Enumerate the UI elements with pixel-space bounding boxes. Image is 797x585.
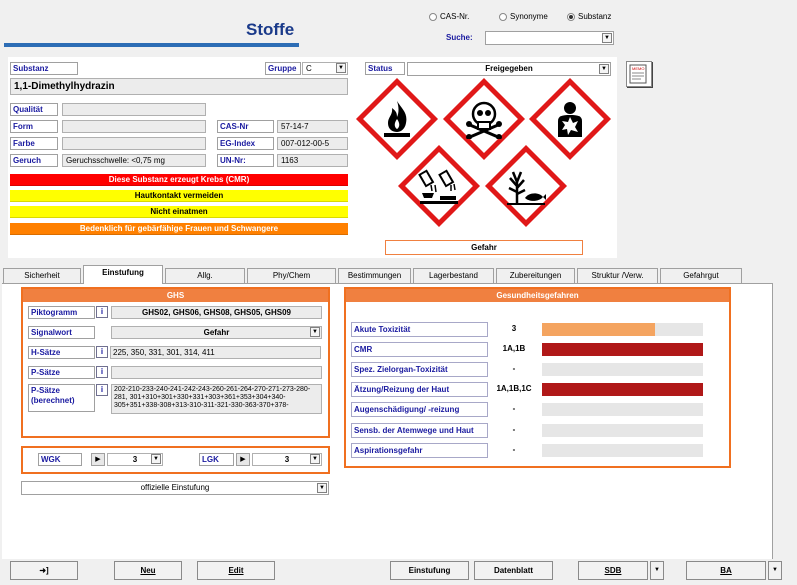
health-row-value: 1A,1B	[502, 344, 526, 353]
health-row-label: Augenschädigung/ -reizung	[351, 402, 488, 417]
wgk-label: WGK	[38, 453, 82, 466]
p-saetze-berechnet-info-button[interactable]: i	[96, 384, 108, 396]
health-row-value: 3	[511, 324, 517, 333]
einstufung-select[interactable]: offizielle Einstufung ▼	[21, 481, 329, 495]
eg-index-field[interactable]: 007-012-00-5	[277, 137, 348, 150]
substance-label: Substanz	[10, 62, 78, 75]
health-row-label: Aspirationsgefahr	[351, 443, 488, 458]
qualitaet-label: Qualität	[10, 103, 58, 116]
gesundheit-box	[344, 287, 731, 468]
corrosion-icon	[418, 166, 460, 206]
p-saetze-info-button[interactable]: i	[96, 366, 108, 378]
un-field[interactable]: 1163	[277, 154, 348, 167]
signalwort-select[interactable]: Gefahr ▼	[111, 326, 322, 339]
sdb-button[interactable]: SDB	[578, 561, 648, 580]
h-saetze-info-button[interactable]: i	[96, 346, 108, 358]
search-option-substanz[interactable]: Substanz	[567, 12, 611, 21]
wgk-play-button[interactable]: ▶	[91, 453, 105, 466]
wgk-select[interactable]: 3 ▼	[107, 453, 163, 466]
lgk-select[interactable]: 3 ▼	[252, 453, 322, 466]
health-row-bar	[542, 323, 703, 336]
search-label: Suche:	[446, 33, 473, 42]
tab-lagerbestand[interactable]: Lagerbestand	[413, 268, 494, 283]
environment-icon	[505, 166, 547, 206]
ba-dropdown-button[interactable]: ▼	[768, 561, 782, 580]
search-option-synonyme[interactable]: Synonyme	[499, 12, 548, 21]
health-row-label: Akute Toxizität	[351, 322, 488, 337]
health-row-bar	[542, 383, 703, 396]
health-row-value: -	[512, 425, 516, 434]
tab-gefahrgut[interactable]: Gefahrgut	[660, 268, 742, 283]
hazard-bar-cmr: Diese Substanz erzeugt Krebs (CMR)	[10, 174, 348, 186]
un-label: UN-Nr:	[217, 154, 274, 167]
health-row-bar	[542, 424, 703, 437]
tab-allg[interactable]: Allg.	[165, 268, 245, 283]
exit-button[interactable]	[10, 561, 78, 580]
qualitaet-field[interactable]	[62, 103, 206, 116]
form-field[interactable]	[62, 120, 206, 133]
group-select[interactable]: C ▼	[302, 62, 348, 75]
svg-text:MEMO: MEMO	[632, 66, 645, 71]
hazard-bar-schwangere: Bedenklich für gebärfähige Frauen und Schwangere	[10, 223, 348, 235]
cas-field[interactable]: 57-14-7	[277, 120, 348, 133]
exit-icon: ➜]	[39, 566, 49, 575]
p-saetze-field[interactable]	[111, 366, 322, 379]
piktogramm-field[interactable]: GHS02, GHS06, GHS08, GHS05, GHS09	[111, 306, 322, 319]
chevron-down-icon[interactable]: ▼	[310, 454, 320, 464]
geruch-field[interactable]: Geruchsschwelle: <0,75 mg	[62, 154, 206, 167]
status-select[interactable]: Freigegeben ▼	[407, 62, 611, 76]
substance-name-field[interactable]: 1,1-Dimethylhydrazin	[10, 78, 348, 95]
page-title: Stoffe	[246, 20, 295, 39]
health-row-bar	[542, 444, 703, 457]
hazard-bar-hautkontakt: Hautkontakt vermeiden	[10, 190, 348, 202]
edit-button[interactable]: Edit	[197, 561, 275, 580]
health-row-value: -	[512, 364, 516, 373]
lgk-play-button[interactable]: ▶	[236, 453, 250, 466]
hazard-bar-einatmen: Nicht einatmen	[10, 206, 348, 218]
chevron-down-icon[interactable]: ▼	[151, 454, 161, 464]
geruch-label: Geruch	[10, 154, 58, 167]
health-row-bar-fill	[542, 383, 703, 396]
health-row-label: Sensb. der Atemwege und Haut	[351, 423, 488, 438]
group-label: Gruppe	[265, 62, 301, 75]
health-row-value: -	[512, 404, 516, 413]
health-row-bar	[542, 403, 703, 416]
h-saetze-label: H-Sätze	[28, 346, 95, 359]
radio-icon	[499, 13, 507, 21]
lgk-label: LGK	[199, 453, 234, 466]
tab-zubereitungen[interactable]: Zubereitungen	[496, 268, 575, 283]
tab-phy-chem[interactable]: Phy/Chem	[247, 268, 336, 283]
form-label: Form	[10, 120, 58, 133]
signal-word-display: Gefahr	[385, 240, 583, 255]
memo-icon[interactable]	[626, 61, 652, 87]
chevron-down-icon[interactable]: ▼	[310, 327, 320, 337]
piktogramm-info-button[interactable]: i	[96, 306, 108, 318]
skull-icon	[464, 99, 504, 139]
health-row-bar-fill	[542, 323, 655, 336]
datenblatt-button[interactable]: Datenblatt	[474, 561, 553, 580]
farbe-label: Farbe	[10, 137, 58, 150]
ba-button[interactable]: BA	[686, 561, 766, 580]
tab-struktur-verw[interactable]: Struktur /Verw.	[577, 268, 658, 283]
health-row-value: 1A,1B,1C	[496, 384, 532, 393]
health-row-label: Spez. Zielorgan-Toxizität	[351, 362, 488, 377]
p-saetze-label: P-Sätze	[28, 366, 95, 379]
p-saetze-berechnet-label: P-Sätze (berechnet)	[28, 384, 95, 412]
p-saetze-berechnet-field[interactable]: 202-210-233-240-241-242-243-260-261-264-270-271-273-280-281, 301+310+301+330+331+303+361+353+304+340-305+351+338-308+313-310-311-321-330-363-370+378-	[111, 384, 322, 414]
health-hazard-icon	[550, 99, 590, 139]
flame-icon	[378, 99, 416, 139]
chevron-down-icon[interactable]: ▼	[336, 63, 346, 73]
h-saetze-field[interactable]: 225, 350, 331, 301, 314, 411	[110, 346, 321, 359]
corrosion-pictogram	[398, 145, 480, 227]
title-underline	[4, 43, 299, 47]
chevron-down-icon[interactable]: ▼	[317, 483, 327, 493]
health-row-label: CMR	[351, 342, 488, 357]
eg-index-label: EG-Index	[217, 137, 274, 150]
health-row-bar	[542, 343, 703, 356]
farbe-field[interactable]	[62, 137, 206, 150]
radio-icon	[429, 13, 437, 21]
search-option-cas[interactable]: CAS-Nr.	[429, 12, 469, 21]
cas-label: CAS-Nr	[217, 120, 274, 133]
tab-einstufung[interactable]: Einstufung	[83, 265, 163, 284]
health-row-bar-fill	[542, 343, 703, 356]
piktogramm-label: Piktogramm	[28, 306, 95, 319]
health-row-value: -	[512, 445, 516, 454]
health-row-label: Ätzung/Reizung der Haut	[351, 382, 488, 397]
chevron-down-icon[interactable]: ▼	[599, 64, 609, 74]
tab-bestimmungen[interactable]: Bestimmungen	[338, 268, 411, 283]
environment-pictogram	[485, 145, 567, 227]
status-label: Status	[365, 62, 405, 75]
signalwort-label: Signalwort	[28, 326, 95, 339]
search-select[interactable]	[485, 31, 614, 45]
health-row-bar	[542, 363, 703, 376]
ghs-header: GHS	[23, 289, 328, 302]
einstufung-button[interactable]: Einstufung	[390, 561, 469, 580]
neu-button[interactable]: Neu	[114, 561, 182, 580]
tab-sicherheit[interactable]: Sicherheit	[3, 268, 81, 283]
chevron-down-icon[interactable]: ▼	[602, 33, 612, 43]
gesundheit-header: Gesundheitsgefahren	[346, 289, 729, 302]
sdb-dropdown-button[interactable]: ▼	[650, 561, 664, 580]
radio-selected-icon	[567, 13, 575, 21]
